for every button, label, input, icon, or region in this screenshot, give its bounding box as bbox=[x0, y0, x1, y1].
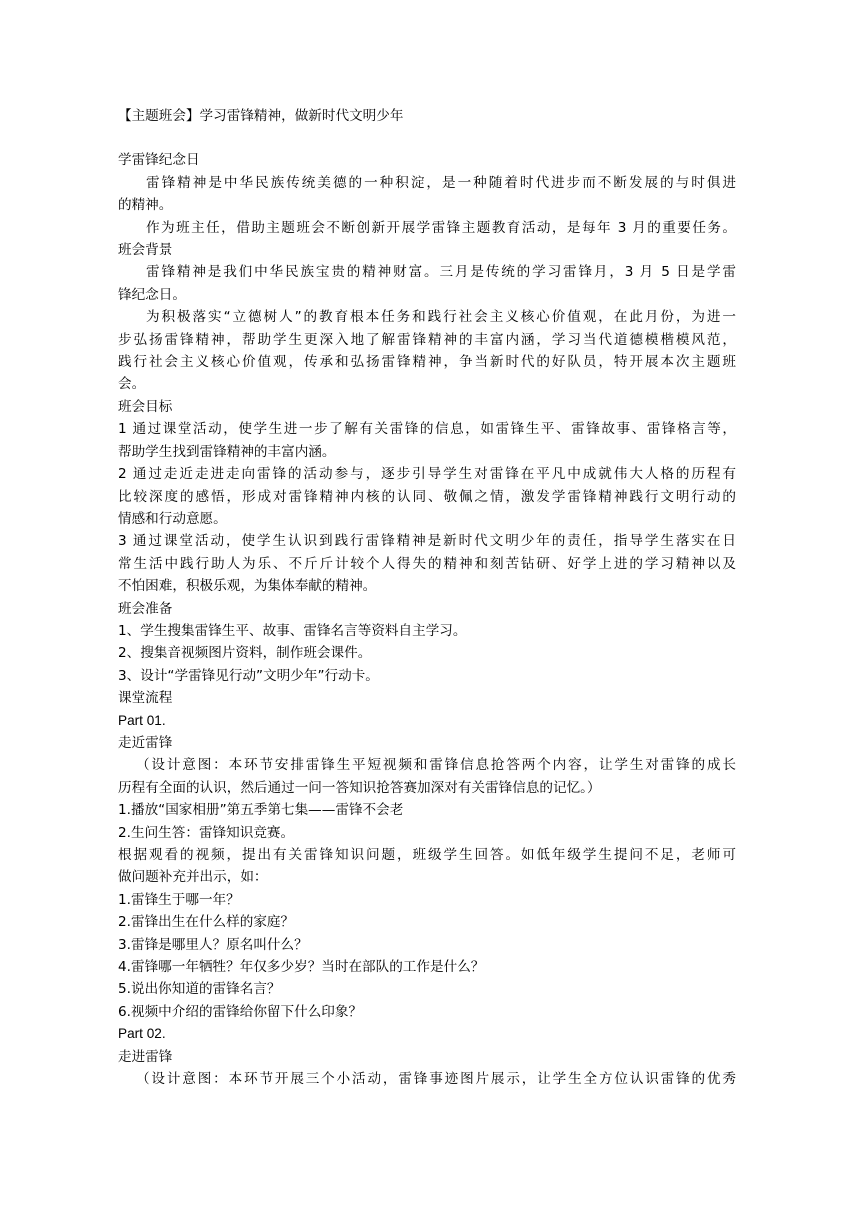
body-line: Part 02. bbox=[118, 1026, 166, 1042]
body-line: 6.视频中介绍的雷锋给你留下什么印象？ bbox=[118, 1003, 363, 1020]
body-line: 学雷锋纪念日 bbox=[118, 152, 200, 169]
body-line: 3.雷锋是哪里人？原名叫什么？ bbox=[118, 936, 308, 953]
document-page bbox=[118, 105, 736, 1090]
body-line: 2.雷锋出生在什么样的家庭？ bbox=[118, 914, 295, 931]
body-line: 1.雷锋生于哪一年？ bbox=[118, 891, 240, 908]
body-line: 作为班主任，借助主题班会不断创新开展学雷锋主题教育活动，是每年 3 月的重要任务。 bbox=[146, 219, 736, 236]
body-line: 锋纪念日。 bbox=[118, 286, 186, 303]
body-line: 情感和行动意愿。 bbox=[118, 510, 227, 527]
body-line: Part 01. bbox=[118, 712, 166, 728]
body-line: 2、搜集音视频图片资料，制作班会课件。 bbox=[118, 645, 372, 662]
body-line: 3 通过课堂活动，使学生认识到践行雷锋精神是新时代文明少年的责任，指导学生落实在日 bbox=[118, 533, 736, 550]
document-body bbox=[118, 149, 736, 1090]
body-line: 课堂流程 bbox=[118, 690, 173, 707]
body-line: 1 通过课堂活动，使学生进一步了解有关雷锋的信息，如雷锋生平、雷锋故事、雷锋格言等， bbox=[118, 421, 736, 438]
body-line: 比较深度的感悟，形成对雷锋精神内核的认同、敬佩之情，激发学雷锋精神践行文明行动的 bbox=[118, 488, 736, 505]
body-line: 会。 bbox=[118, 376, 146, 393]
body-line: 走进雷锋 bbox=[118, 1048, 173, 1065]
body-line: 5.说出你知道的雷锋名言？ bbox=[118, 981, 281, 998]
document-title: 【主题班会】学习雷锋精神，做新时代文明少年 bbox=[118, 108, 404, 124]
body-line: 为积极落实“立德树人”的教育根本任务和践行社会主义核心价值观，在此月份，为进一 bbox=[146, 309, 736, 326]
body-line: 做问题补充并出示，如： bbox=[118, 869, 268, 886]
body-line: 雷锋精神是我们中华民族宝贵的精神财富。三月是传统的学习雷锋月，3 月 5 日是学雷 bbox=[146, 264, 736, 281]
body-line: 帮助学生找到雷锋精神的丰富内涵。 bbox=[118, 443, 336, 460]
body-line: 不怕困难，积极乐观，为集体奉献的精神。 bbox=[118, 578, 377, 595]
body-line: （设计意图：本环节安排雷锋生平短视频和雷锋信息抢答两个内容，让学生对雷锋的成长 bbox=[136, 757, 736, 774]
body-line: 践行社会主义核心价值观，传承和弘扬雷锋精神，争当新时代的好队员，特开展本次主题班 bbox=[118, 354, 736, 371]
body-line: 班会准备 bbox=[118, 600, 173, 617]
body-line: 1.播放“国家相册”第五季第七集——雷锋不会老 bbox=[118, 802, 404, 819]
body-line: 步弘扬雷锋精神，帮助学生更深入地了解雷锋精神的丰富内涵，学习当代道德模楷模风范， bbox=[118, 331, 736, 348]
body-line: 2 通过走近走进走向雷锋的活动参与，逐步引导学生对雷锋在平凡中成就伟大人格的历程有 bbox=[118, 466, 736, 483]
body-line: 1、学生搜集雷锋生平、故事、雷锋名言等资料自主学习。 bbox=[118, 622, 467, 639]
body-line: 班会背景 bbox=[118, 242, 173, 259]
body-line: 走近雷锋 bbox=[118, 734, 173, 751]
body-line: 根据观看的视频，提出有关雷锋知识问题，班级学生回答。如低年级学生提问不足，老师可 bbox=[118, 847, 736, 863]
body-line: 2.生问生答：雷锋知识竞赛。 bbox=[118, 824, 295, 841]
body-line: 历程有全面的认识，然后通过一问一答知识抢答赛加深对有关雷锋信息的记忆。） bbox=[118, 779, 601, 796]
body-line: 的精神。 bbox=[118, 197, 173, 214]
body-line: 雷锋精神是中华民族传统美德的一种积淀，是一种随着时代进步而不断发展的与时俱进 bbox=[146, 174, 736, 191]
body-line: 常生活中践行助人为乐、不斤斤计较个人得失的精神和刻苦钻研、好学上进的学习精神以及 bbox=[118, 555, 736, 572]
body-line: 班会目标 bbox=[118, 398, 173, 415]
body-line: 4.雷锋哪一年牺牲？年仅多少岁？当时在部队的工作是什么？ bbox=[118, 959, 485, 976]
body-line: 3、设计“学雷锋见行动”文明少年”行动卡。 bbox=[118, 667, 379, 684]
body-line: （设计意图：本环节开展三个小活动，雷锋事迹图片展示，让学生全方位认识雷锋的优秀 bbox=[136, 1071, 736, 1088]
